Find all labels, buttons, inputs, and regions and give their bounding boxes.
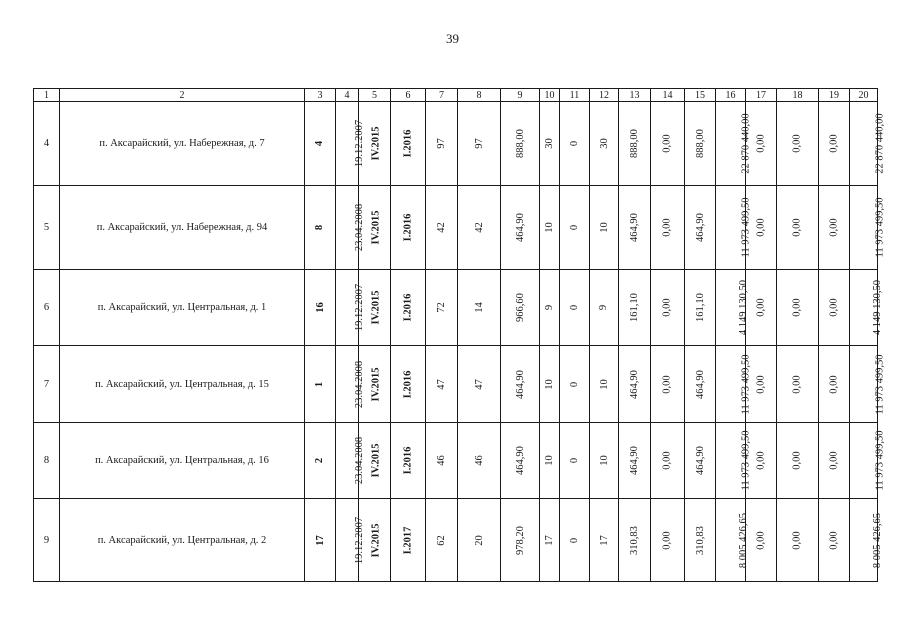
cell-value: 30 — [544, 138, 555, 149]
cell-c14 — [651, 346, 685, 423]
cell-value: 0,00 — [828, 451, 840, 470]
cell-c6 — [391, 499, 426, 582]
cell-c4 — [336, 186, 366, 270]
cell-value: 0 — [569, 224, 580, 231]
cell-value: 0,00 — [662, 218, 673, 237]
cell-value: 464,90 — [694, 446, 706, 475]
cell-value: 0 — [569, 140, 580, 147]
cell-value: I.2016 — [402, 213, 414, 242]
cell-value: 310,83 — [694, 525, 706, 555]
cell-c3 — [305, 499, 336, 582]
cell-value: 97 — [436, 138, 447, 149]
cell-value: I.2017 — [402, 526, 414, 554]
cell-value: 22 870 440,00 — [874, 113, 886, 174]
cell-c17 — [746, 270, 777, 346]
cell-c11 — [560, 102, 590, 186]
cell-value: IV.2015 — [370, 443, 382, 478]
cell-c11 — [560, 423, 590, 499]
cell-value: IV.2015 — [370, 367, 382, 401]
table-row — [34, 270, 878, 346]
row-number: 5 — [34, 186, 60, 270]
cell-c9 — [501, 270, 540, 346]
cell-value: 0,00 — [755, 530, 767, 550]
cell-value: I.2016 — [402, 446, 414, 475]
cell-c15 — [685, 186, 716, 270]
cell-c16 — [716, 346, 752, 423]
cell-value: 0,00 — [828, 298, 840, 317]
cell-c3 — [305, 423, 336, 499]
cell-value: 0 — [569, 304, 580, 311]
row-number: 9 — [34, 499, 60, 582]
cell-value: 9 — [598, 304, 610, 311]
cell-c13 — [619, 270, 651, 346]
cell-c12 — [590, 186, 619, 270]
cell-value: I.2016 — [402, 293, 414, 322]
cell-value: 0,00 — [828, 218, 840, 237]
table-row — [34, 186, 878, 270]
cell-value: 464,90 — [629, 446, 640, 475]
cell-value: IV.2015 — [370, 523, 382, 557]
cell-value: 10 — [544, 455, 555, 466]
cell-value: 42 — [473, 222, 485, 233]
cell-value: 11 973 499,50 — [740, 430, 752, 491]
col-header: 7 — [426, 89, 458, 102]
cell-value: 0,00 — [662, 530, 673, 550]
cell-value: 0,00 — [755, 134, 767, 153]
cell-c6 — [391, 186, 426, 270]
cell-value: 464,90 — [694, 369, 706, 399]
cell-c4 — [336, 102, 366, 186]
cell-value: 4 — [314, 140, 326, 147]
cell-c12 — [590, 102, 619, 186]
cell-value: 62 — [436, 534, 447, 546]
cell-value: 966,60 — [514, 293, 526, 322]
cell-value: 0,00 — [662, 134, 673, 153]
cell-c12 — [590, 423, 619, 499]
cell-c20 — [850, 346, 886, 423]
cell-c17 — [746, 499, 777, 582]
col-header: 10 — [540, 89, 560, 102]
cell-value: 0 — [569, 381, 580, 387]
row-number: 6 — [34, 270, 60, 346]
cell-value: 11 973 499,50 — [874, 197, 886, 258]
cell-value: 0,00 — [828, 374, 840, 394]
cell-value: 888,00 — [629, 129, 640, 158]
cell-value: 161,10 — [629, 293, 640, 322]
cell-value: 20 — [473, 534, 485, 546]
cell-value: 464,90 — [694, 213, 706, 242]
cell-c18 — [777, 102, 819, 186]
cell-c7 — [426, 346, 458, 423]
cell-value: 10 — [598, 378, 610, 390]
cell-value: 310,83 — [629, 525, 640, 555]
row-number: 8 — [34, 423, 60, 499]
cell-value: 888,00 — [694, 129, 706, 158]
cell-c9 — [501, 499, 540, 582]
cell-c8 — [458, 102, 501, 186]
cell-value: 4 149 130,50 — [872, 279, 884, 336]
cell-c8 — [458, 423, 501, 499]
cell-value: I.2016 — [402, 370, 414, 398]
cell-c6 — [391, 102, 426, 186]
cell-value: 464,90 — [514, 369, 526, 399]
cell-value: 0,00 — [755, 374, 767, 394]
cell-value: 8 — [314, 224, 326, 231]
col-header: 16 — [716, 89, 746, 102]
cell-value: 464,90 — [514, 446, 526, 475]
row-number: 7 — [34, 346, 60, 423]
cell-value: 0,00 — [792, 530, 803, 550]
cell-c8 — [458, 270, 501, 346]
cell-value: 0,00 — [792, 374, 803, 394]
cell-c13 — [619, 423, 651, 499]
cell-c20 — [850, 499, 884, 582]
cell-c15 — [685, 270, 716, 346]
cell-value: 23.04.2008 — [354, 203, 366, 252]
cell-value: IV.2015 — [370, 210, 382, 245]
cell-value: 11 973 499,50 — [740, 354, 752, 414]
cell-value: 464,90 — [514, 213, 526, 242]
cell-c19 — [819, 186, 850, 270]
cell-c10 — [540, 270, 560, 346]
cell-value: 0,00 — [792, 451, 803, 470]
cell-c10 — [540, 499, 560, 582]
cell-c6 — [391, 423, 426, 499]
cell-value: I.2016 — [402, 129, 414, 158]
table-row — [34, 499, 878, 582]
cell-c18 — [777, 499, 819, 582]
cell-value: 978,20 — [514, 525, 526, 555]
cell-value: 0,00 — [792, 134, 803, 153]
cell-value: 4 149 130,50 — [738, 279, 750, 336]
cell-c18 — [777, 423, 819, 499]
cell-c15 — [685, 423, 716, 499]
col-header: 3 — [305, 89, 336, 102]
table-row — [34, 423, 878, 499]
cell-c8 — [458, 346, 501, 423]
cell-c10 — [540, 186, 560, 270]
cell-c7 — [426, 186, 458, 270]
col-header: 12 — [590, 89, 619, 102]
col-header: 20 — [850, 89, 878, 102]
col-header: 15 — [685, 89, 716, 102]
cell-value: 17 — [544, 534, 555, 546]
cell-value: 0,00 — [662, 451, 673, 470]
cell-c14 — [651, 102, 685, 186]
cell-value: 0,00 — [662, 298, 673, 317]
cell-c19 — [819, 346, 850, 423]
cell-value: 23.04.2008 — [354, 360, 366, 408]
address-cell: п. Аксарайский, ул. Центральная, д. 16 — [60, 423, 305, 499]
cell-c3 — [305, 102, 336, 186]
cell-value: IV.2015 — [370, 126, 382, 161]
row-number: 4 — [34, 102, 60, 186]
cell-c13 — [619, 186, 651, 270]
cell-c3 — [305, 186, 336, 270]
cell-c16 — [716, 186, 752, 270]
cell-c9 — [501, 186, 540, 270]
cell-c19 — [819, 499, 850, 582]
cell-value: 19.12.2007 — [354, 516, 366, 564]
cell-c18 — [777, 186, 819, 270]
cell-value: 19.12.2007 — [354, 283, 366, 332]
col-header: 17 — [746, 89, 777, 102]
cell-value: 2 — [314, 457, 326, 464]
cell-c4 — [336, 346, 366, 423]
col-header: 18 — [777, 89, 819, 102]
cell-c14 — [651, 186, 685, 270]
cell-c13 — [619, 499, 651, 582]
cell-c18 — [777, 346, 819, 423]
cell-c7 — [426, 102, 458, 186]
cell-value: 464,90 — [629, 213, 640, 242]
cell-c8 — [458, 186, 501, 270]
cell-c14 — [651, 423, 685, 499]
cell-c11 — [560, 270, 590, 346]
address-cell: п. Аксарайский, ул. Набережная, д. 94 — [60, 186, 305, 270]
cell-c14 — [651, 270, 685, 346]
cell-value: 0,00 — [755, 451, 767, 470]
col-header: 6 — [391, 89, 426, 102]
table-row — [34, 102, 878, 186]
cell-value: 47 — [473, 378, 485, 390]
cell-c20 — [850, 102, 886, 186]
page-number: 39 — [446, 31, 459, 46]
cell-value: 0,00 — [755, 298, 767, 317]
cell-value: 0,00 — [755, 218, 767, 237]
cell-value: 23.04.2008 — [354, 436, 366, 485]
cell-c11 — [560, 186, 590, 270]
cell-c15 — [685, 346, 716, 423]
col-header: 8 — [458, 89, 501, 102]
cell-value: 9 — [544, 304, 555, 311]
cell-c7 — [426, 270, 458, 346]
col-header: 9 — [501, 89, 540, 102]
cell-value: 0,00 — [662, 374, 673, 394]
col-header: 1 — [34, 89, 60, 102]
cell-value: 10 — [598, 455, 610, 466]
cell-c4 — [336, 423, 366, 499]
col-header: 5 — [359, 89, 391, 102]
cell-value: 30 — [598, 138, 610, 149]
cell-c20 — [850, 423, 886, 499]
cell-value: 10 — [598, 222, 610, 233]
cell-value: 47 — [436, 378, 447, 390]
cell-value: 11 973 499,50 — [740, 197, 752, 258]
cell-c19 — [819, 423, 850, 499]
cell-c19 — [819, 270, 850, 346]
col-header: 19 — [819, 89, 850, 102]
cell-c6 — [391, 346, 426, 423]
cell-c10 — [540, 423, 560, 499]
cell-value: 11 973 499,50 — [874, 430, 886, 491]
cell-value: 17 — [598, 534, 610, 546]
cell-value: 17 — [314, 534, 326, 546]
cell-value: IV.2015 — [370, 290, 382, 325]
cell-value: 16 — [314, 302, 326, 313]
cell-value: 1 — [314, 381, 326, 387]
cell-c12 — [590, 270, 619, 346]
col-header: 2 — [60, 89, 305, 102]
cell-c4 — [336, 499, 366, 582]
cell-c7 — [426, 499, 458, 582]
cell-value: 0 — [569, 457, 580, 464]
cell-c15 — [685, 499, 716, 582]
cell-c13 — [619, 346, 651, 423]
cell-c16 — [716, 499, 750, 582]
cell-value: 8 005 426,65 — [872, 512, 884, 568]
cell-value: 46 — [436, 455, 447, 466]
col-header: 13 — [619, 89, 651, 102]
cell-value: 0,00 — [828, 530, 840, 550]
cell-c9 — [501, 346, 540, 423]
cell-value: 10 — [544, 378, 555, 390]
table-row — [34, 346, 878, 423]
cell-c16 — [716, 270, 750, 346]
cell-c19 — [819, 102, 850, 186]
cell-value: 0,00 — [792, 218, 803, 237]
col-header: 14 — [651, 89, 685, 102]
cell-value: 97 — [473, 138, 485, 149]
cell-value: 22 870 440,00 — [740, 113, 752, 174]
address-cell: п. Аксарайский, ул. Центральная, д. 2 — [60, 499, 305, 582]
cell-c3 — [305, 346, 336, 423]
cell-c12 — [590, 499, 619, 582]
cell-c4 — [336, 270, 366, 346]
cell-value: 0 — [569, 537, 580, 543]
cell-c16 — [716, 102, 752, 186]
cell-value: 11 973 499,50 — [874, 354, 886, 414]
cell-c10 — [540, 102, 560, 186]
cell-c11 — [560, 346, 590, 423]
header-row — [34, 89, 878, 102]
cell-c9 — [501, 423, 540, 499]
cell-value: 0,00 — [792, 298, 803, 317]
cell-c8 — [458, 499, 501, 582]
cell-c13 — [619, 102, 651, 186]
housing-table — [33, 88, 886, 582]
cell-value: 10 — [544, 222, 555, 233]
address-cell: п. Аксарайский, ул. Набережная, д. 7 — [60, 102, 305, 186]
cell-value: 46 — [473, 455, 485, 466]
cell-c18 — [777, 270, 819, 346]
cell-c16 — [716, 423, 752, 499]
cell-c3 — [305, 270, 336, 346]
cell-c15 — [685, 102, 716, 186]
cell-value: 72 — [436, 302, 447, 313]
col-header: 11 — [560, 89, 590, 102]
cell-c9 — [501, 102, 540, 186]
cell-value: 19.12.2007 — [354, 119, 366, 168]
cell-value: 14 — [473, 302, 485, 313]
cell-c7 — [426, 423, 458, 499]
cell-value: 888,00 — [514, 129, 526, 158]
cell-c11 — [560, 499, 590, 582]
cell-c6 — [391, 270, 426, 346]
cell-value: 464,90 — [629, 369, 640, 399]
cell-c20 — [850, 270, 884, 346]
cell-c20 — [850, 186, 886, 270]
address-cell: п. Аксарайский, ул. Центральная, д. 15 — [60, 346, 305, 423]
col-header: 4 — [336, 89, 359, 102]
cell-c10 — [540, 346, 560, 423]
cell-c12 — [590, 346, 619, 423]
cell-value: 42 — [436, 222, 447, 233]
address-cell: п. Аксарайский, ул. Центральная, д. 1 — [60, 270, 305, 346]
cell-value: 0,00 — [828, 134, 840, 153]
cell-c14 — [651, 499, 685, 582]
cell-value: 161,10 — [694, 293, 706, 322]
cell-value: 8 005 426,65 — [738, 512, 750, 568]
